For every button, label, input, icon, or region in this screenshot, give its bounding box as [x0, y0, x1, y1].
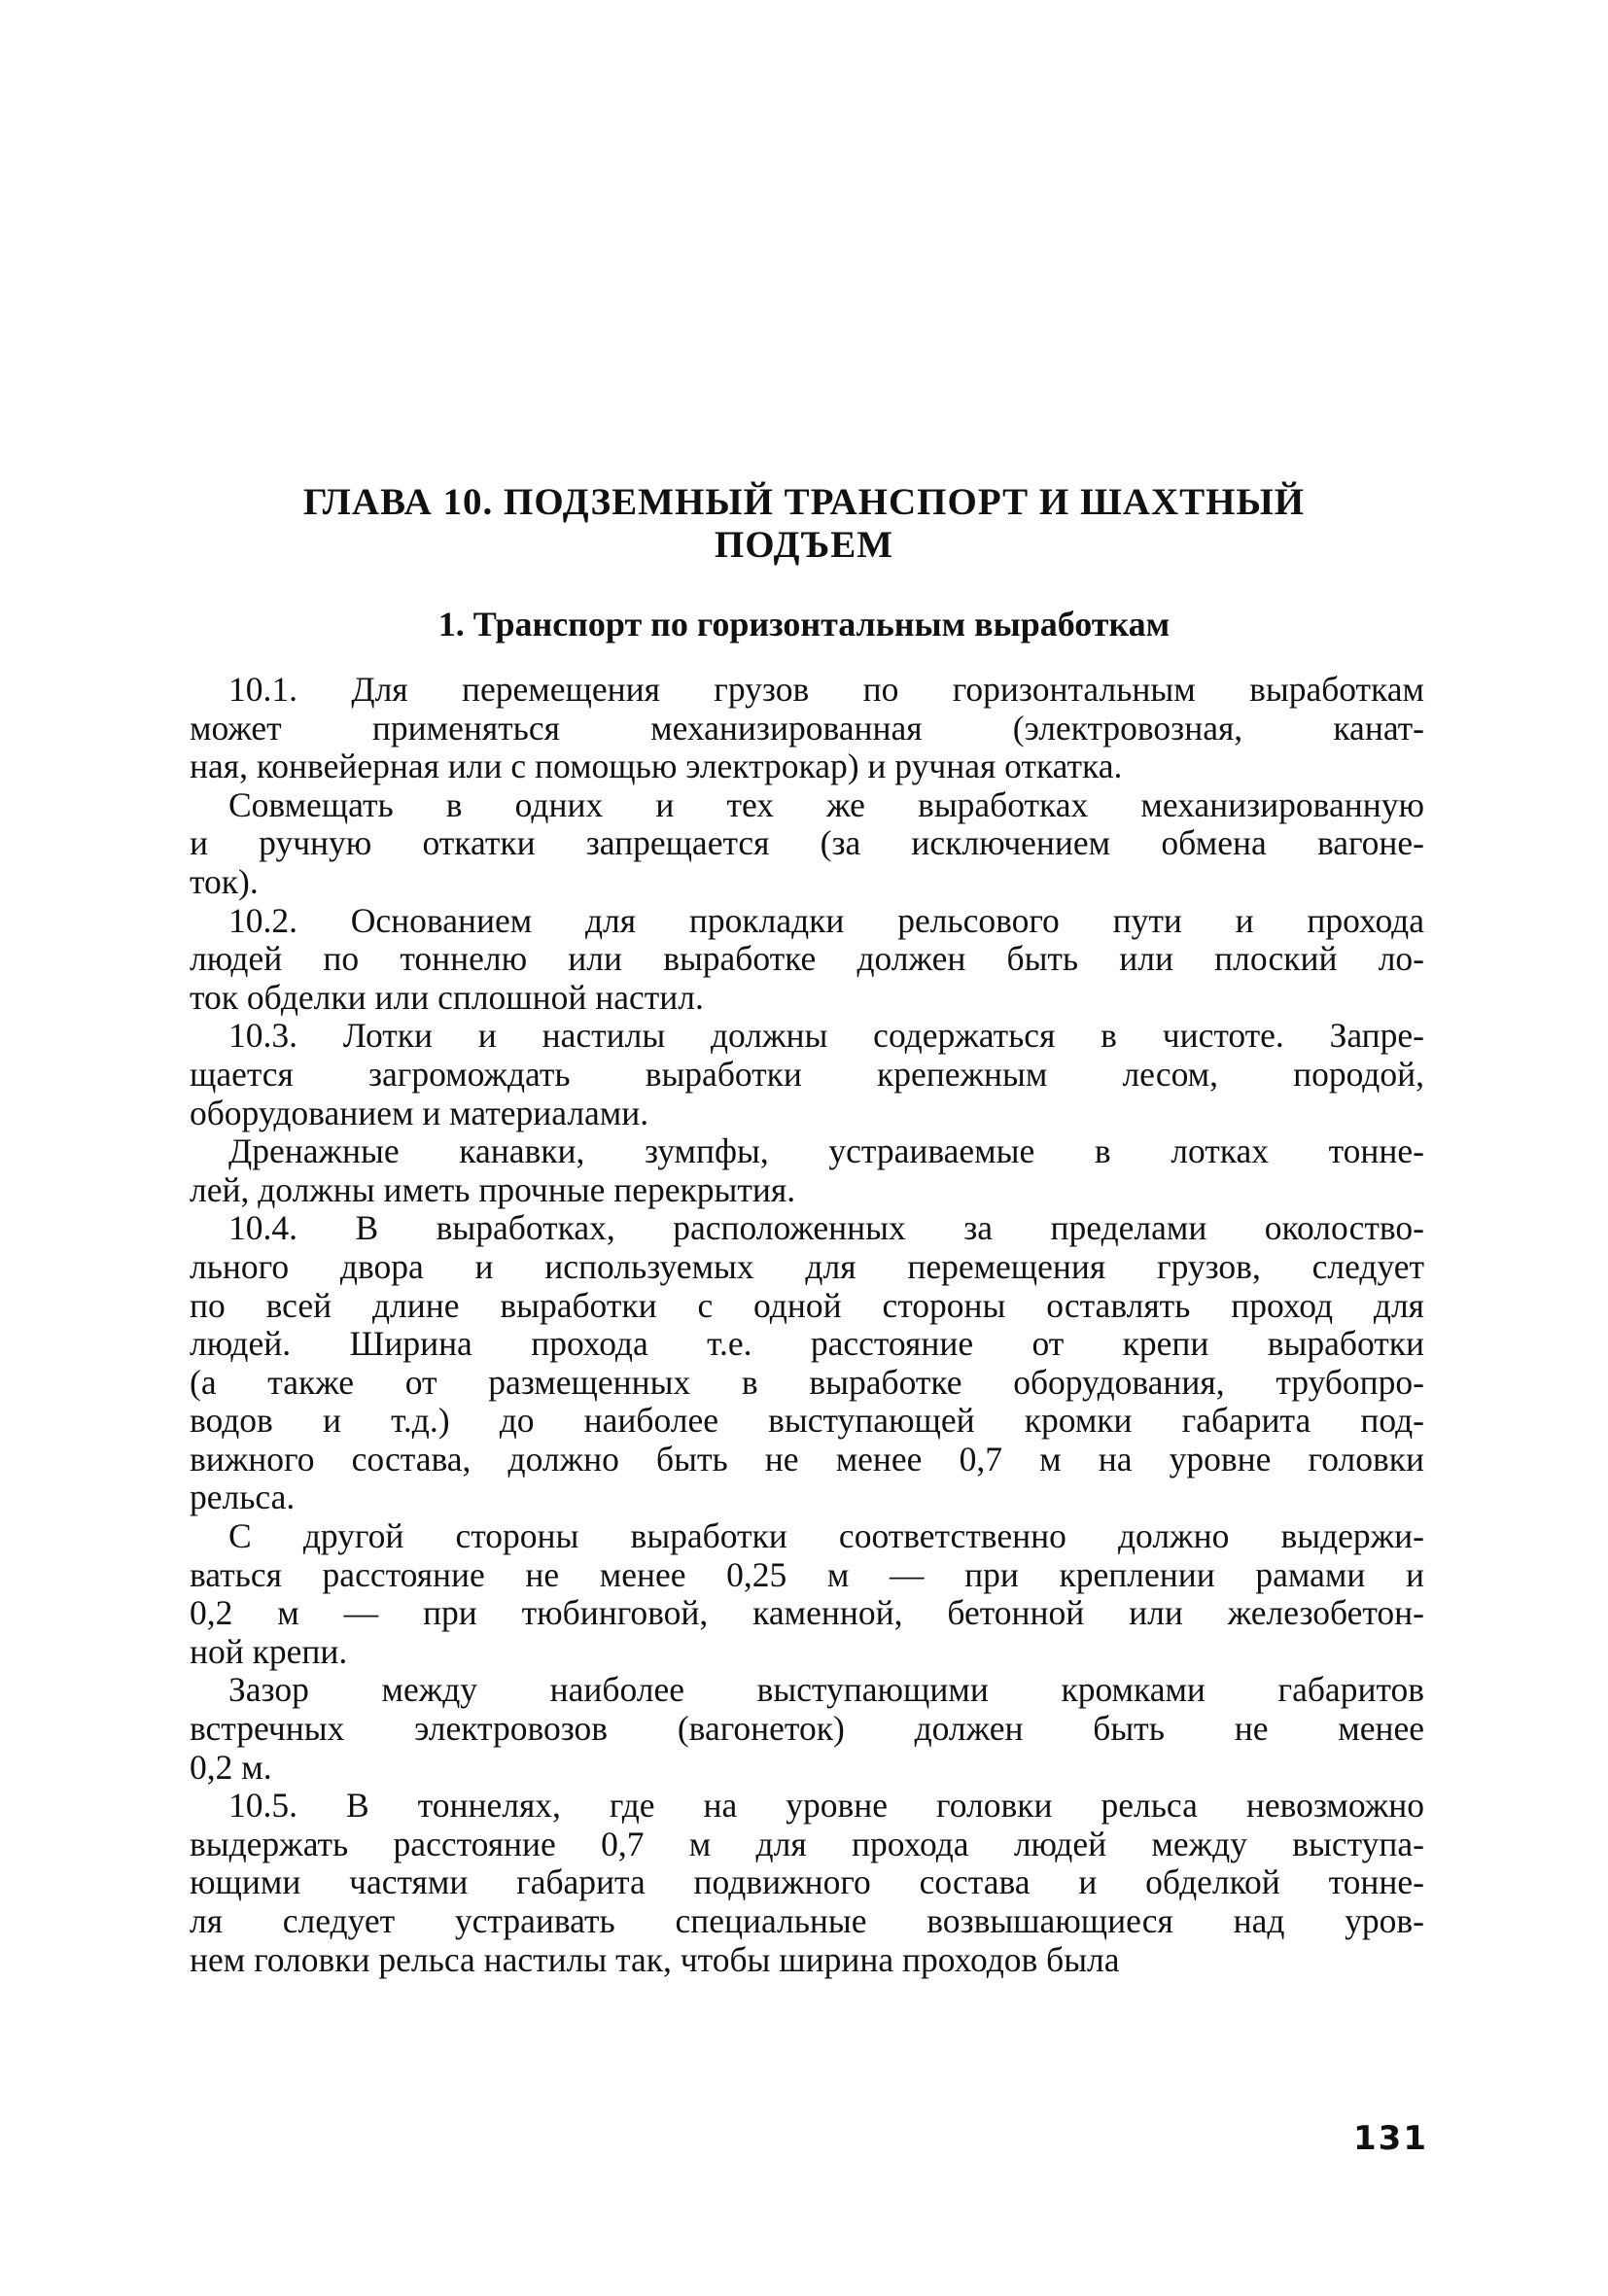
text-line: Совмещать в одних и тех же выработках механизированную	[228, 784, 1424, 824]
text-line: водов и т.д.) до наиболее выступающей кромки габарита под-	[190, 1401, 1424, 1441]
text-line: Дренажные канавки, зумпфы, устраиваемые в лотках тонне-	[228, 1131, 1424, 1171]
text-line: рельса.	[190, 1478, 296, 1517]
chapter-title	[194, 481, 1414, 567]
text-line: по всей длине выработки с одной стороны оставлять проход для	[190, 1285, 1424, 1325]
paragraph	[190, 1132, 1424, 1209]
paragraph	[190, 902, 1424, 1018]
text-line: и ручную откатки запрещается (за исключением обмена вагоне-	[190, 823, 1424, 863]
text-line: 0,2 м — при тюбинговой, каменной, бетонной или железобетон-	[190, 1593, 1424, 1633]
paragraph	[190, 1787, 1424, 1979]
paragraph	[190, 786, 1424, 902]
text-line: Зазор между наиболее выступающими кромками габаритов	[228, 1670, 1424, 1710]
chapter-title-line-1: ГЛАВА 10. ПОДЗЕМНЫЙ ТРАНСПОРТ И ШАХТНЫЙ	[302, 481, 1306, 523]
text-line: ля следует устраивать специальные возвышающиеся над уров-	[190, 1901, 1424, 1940]
chapter-title-line-2: ПОДЪЕМ	[714, 524, 894, 566]
paragraph	[190, 671, 1424, 786]
text-line: выдержать расстояние 0,7 м для прохода людей между выступа-	[190, 1824, 1424, 1863]
paragraph	[190, 1209, 1424, 1517]
section-title: 1. Транспорт по горизонтальным выработкам	[437, 605, 1171, 644]
paragraph	[190, 1517, 1424, 1671]
text-line: ток).	[190, 861, 259, 901]
text-line: ющими частями габарита подвижного состава и обделкой тонне-	[190, 1862, 1424, 1902]
paragraph	[190, 1671, 1424, 1787]
text-line: нем головки рельса настилы так, чтобы ширина проходов была	[190, 1939, 1120, 1979]
paragraph	[190, 1017, 1424, 1132]
text-line: ной крепи.	[190, 1631, 348, 1671]
text-line: ток обделки или сплошной настил.	[190, 977, 704, 1017]
text-line: ваться расстояние не менее 0,25 м — при креплении рамами и	[190, 1554, 1424, 1594]
text-line: 10.1. Для перемещения грузов по горизонтальным выработкам	[228, 670, 1424, 709]
page-number: 131	[1353, 2119, 1428, 2158]
text-line: 10.2. Основанием для прокладки рельсового пути и прохода	[228, 900, 1424, 940]
text-line: вижного состава, должно быть не менее 0,7 м на уровне головки	[190, 1439, 1424, 1478]
text-line: оборудованием и материалами.	[190, 1093, 649, 1132]
text-line: 10.4. В выработках, расположенных за пределами околоство-	[228, 1208, 1424, 1248]
text-line: людей. Ширина прохода т.е. расстояние от крепи выработки	[190, 1324, 1424, 1364]
text-line: льного двора и используемых для перемещения грузов, следует	[190, 1246, 1424, 1286]
text-line: 0,2 м.	[190, 1747, 272, 1787]
text-line: ная, конвейерная или с помощью электрокар) и ручная откатка.	[190, 747, 1123, 786]
text-line: людей по тоннелю или выработке должен быть или плоский ло-	[190, 939, 1424, 979]
text-line: 10.3. Лотки и настилы должны содержаться в чистоте. Запре-	[228, 1016, 1424, 1056]
text-line: встречных электровозов (вагонеток) должен быть не менее	[190, 1709, 1424, 1749]
text-line: может применяться механизированная (электровозная, канат-	[190, 708, 1424, 748]
body-text	[190, 671, 1424, 1979]
text-line: С другой стороны выработки соответственно должно выдержи-	[228, 1516, 1424, 1556]
text-line: щается загромождать выработки крепежным лесом, породой,	[190, 1054, 1424, 1094]
text-line: лей, должны иметь прочные перекрытия.	[190, 1169, 796, 1209]
text-line: (а также от размещенных в выработке оборудования, трубопро-	[190, 1362, 1424, 1402]
text-line: 10.5. В тоннелях, где на уровне головки рельса невозможно	[228, 1786, 1424, 1826]
